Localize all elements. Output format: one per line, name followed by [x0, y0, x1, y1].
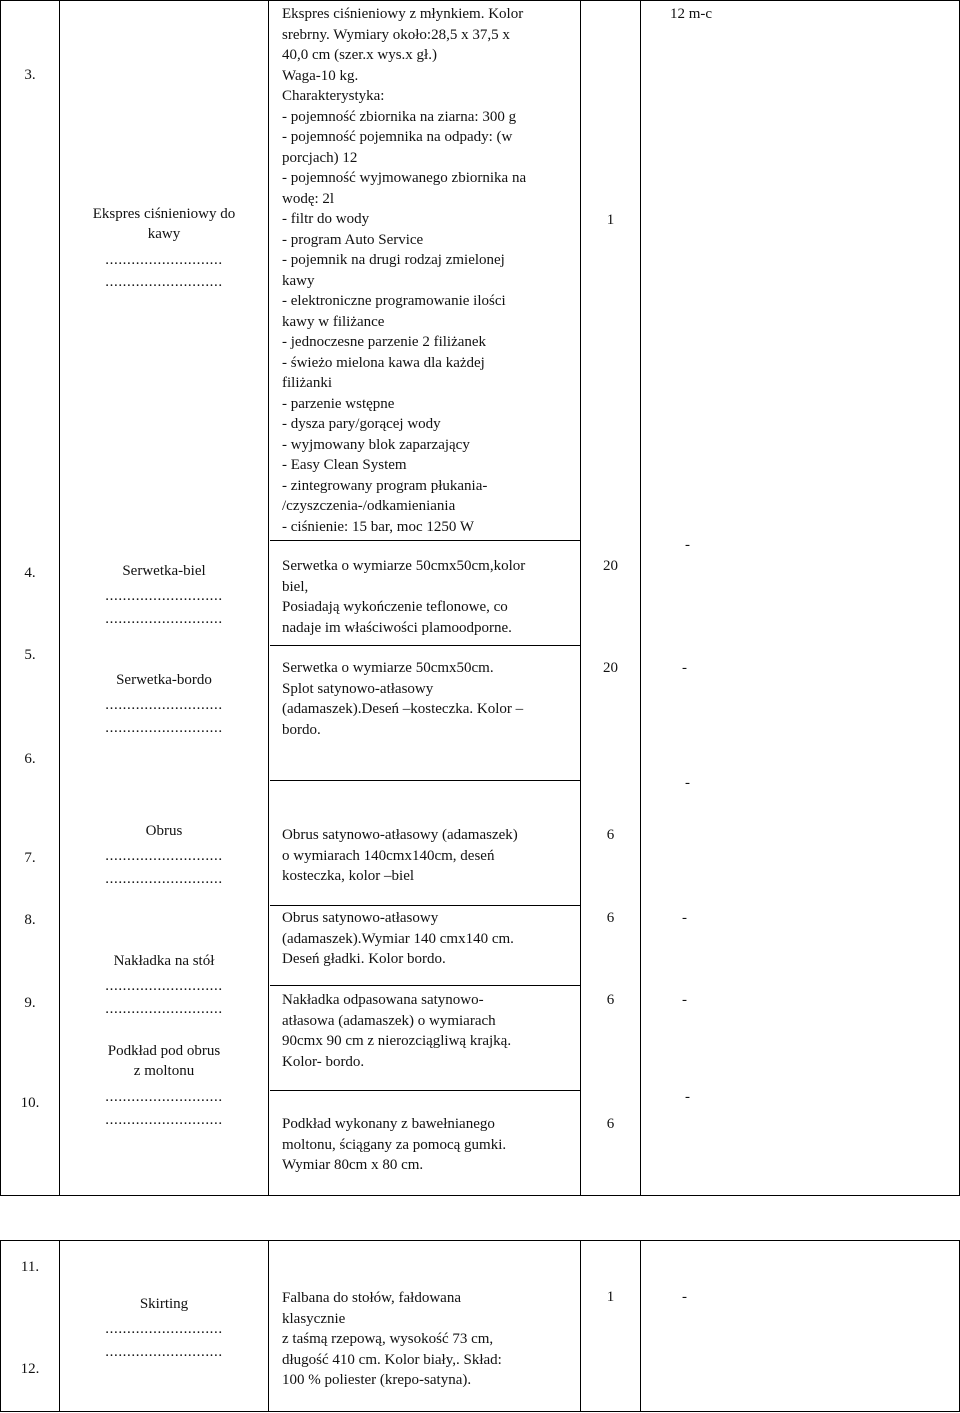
col-border	[268, 0, 269, 1195]
dotted-line: ...........................	[105, 1089, 223, 1105]
desc-line: porcjach) 12	[282, 149, 358, 166]
desc-line: Obrus satynowo-atłasowy (adamaszek)	[282, 827, 518, 843]
item-description	[282, 825, 518, 887]
desc-line: kawy	[282, 272, 315, 289]
desc-line: - elektroniczne programowanie ilości	[282, 293, 506, 309]
row-number: 8.	[24, 912, 36, 928]
desc-line: - dysza pary/gorącej wody	[282, 416, 441, 432]
row-border	[270, 905, 580, 906]
dotted-line: ...........................	[105, 1344, 223, 1360]
desc-line: bordo.	[282, 721, 321, 738]
quantity: 20	[603, 558, 618, 574]
row-number: 6.	[24, 751, 36, 767]
col-border	[580, 0, 581, 1195]
item-description	[282, 556, 525, 638]
table-top-border	[0, 1240, 960, 1241]
desc-line: Splot satynowo-atłasowy	[282, 680, 434, 697]
item-name: z moltonu	[133, 1063, 195, 1079]
quantity: 6	[606, 910, 615, 926]
desc-line: - program Auto Service	[282, 231, 424, 248]
row-number: 10.	[20, 1095, 40, 1111]
row-number: 11.	[20, 1259, 40, 1275]
dash-mark: -	[682, 660, 687, 676]
desc-line: atłasowa (adamaszek) o wymiarach	[282, 1012, 496, 1029]
desc-line: biel,	[282, 578, 309, 595]
desc-line: srebrny. Wymiary około:28,5 x 37,5 x	[282, 26, 510, 43]
col-border	[580, 1240, 581, 1412]
desc-line: - pojemność wyjmowanego zbiornika na	[282, 170, 527, 186]
row-number: 12.	[20, 1361, 40, 1377]
item-name: Ekspres ciśnieniowy do	[92, 206, 236, 222]
item-description	[282, 1288, 502, 1391]
desc-line: Podkład wykonany z bawełnianego	[282, 1116, 495, 1132]
desc-line: 90cmx 90 cm z nierozciągliwą krajką.	[282, 1033, 512, 1049]
desc-line: /czyszczenia-/odkamieniania	[282, 498, 456, 514]
dash-mark: -	[685, 775, 690, 791]
row-number: 5.	[24, 647, 36, 663]
dash-mark: -	[682, 992, 687, 1008]
dotted-line: ...........................	[105, 274, 223, 290]
desc-line: moltonu, ściągany za pomocą gumki.	[282, 1136, 507, 1153]
dotted-line: ...........................	[105, 720, 223, 736]
row-number: 3.	[24, 67, 36, 83]
dash-mark: -	[685, 1089, 690, 1105]
desc-line: - pojemność pojemnika na odpady: (w	[282, 129, 513, 145]
desc-line: Serwetka o wymiarze 50cmx50cm.	[282, 660, 494, 676]
desc-line: Nakładka odpasowana satynowo-	[282, 992, 484, 1008]
desc-line: klasycznie	[282, 1310, 346, 1327]
dotted-line: ...........................	[105, 1112, 223, 1128]
desc-line: - pojemność zbiornika na ziarna: 300 g	[282, 108, 517, 125]
dotted-line: ...........................	[105, 252, 223, 268]
quantity: 6	[606, 827, 615, 843]
row-border	[270, 540, 580, 541]
desc-line: kawy w filiżance	[282, 313, 385, 330]
desc-line: - świeżo mielona kawa dla każdej	[282, 354, 485, 371]
desc-line: Kolor- bordo.	[282, 1053, 365, 1070]
row-number: 7.	[24, 850, 36, 866]
item-name: Podkład pod obrus	[107, 1043, 221, 1059]
table-bottom-border	[0, 1195, 960, 1196]
table-bottom-border	[0, 1411, 960, 1412]
desc-line: - Easy Clean System	[282, 457, 407, 473]
quantity: 1	[606, 1289, 615, 1305]
dash-mark: -	[682, 1289, 687, 1305]
desc-line: wodę: 2l	[282, 190, 335, 207]
quantity: 6	[606, 992, 615, 1008]
col-border	[640, 0, 641, 1195]
desc-line: Ekspres ciśnieniowy z młynkiem. Kolor	[282, 6, 524, 22]
desc-line: - wyjmowany blok zaparzający	[282, 436, 470, 453]
desc-line: Serwetka o wymiarze 50cmx50cm,kolor	[282, 558, 526, 574]
desc-line: długość 410 cm. Kolor biały,. Skład:	[282, 1351, 502, 1368]
item-description	[282, 1114, 506, 1176]
col-border	[640, 1240, 641, 1412]
row-number: 9.	[24, 995, 36, 1011]
desc-line: - zintegrowany program płukania-	[282, 477, 488, 494]
col-border	[268, 1240, 269, 1412]
row-border	[270, 985, 580, 986]
desc-line: z taśmą rzepową, wysokość 73 cm,	[282, 1331, 494, 1347]
desc-line: - pojemnik na drugi rodzaj zmielonej	[282, 252, 505, 268]
item-name: Obrus	[145, 823, 183, 839]
desc-line: Waga-10 kg.	[282, 67, 359, 84]
item-name: Serwetka-bordo	[116, 672, 212, 688]
quantity: 1	[606, 212, 615, 228]
row-number: 4.	[24, 565, 36, 581]
dotted-line: ...........................	[105, 871, 223, 887]
desc-line: (adamaszek).Deseń –kosteczka. Kolor –	[282, 701, 524, 717]
item-name: Nakładka na stół	[113, 953, 215, 969]
dotted-line: ...........................	[105, 697, 223, 713]
row-border	[270, 780, 580, 781]
desc-line: Charakterystyka:	[282, 88, 385, 104]
item-description	[282, 658, 523, 740]
table-top-border	[0, 0, 960, 1]
item-name: Serwetka-biel	[122, 563, 206, 579]
item-description	[282, 908, 514, 970]
item-name: Skirting	[139, 1296, 189, 1312]
dotted-line: ...........................	[105, 1001, 223, 1017]
dash-mark: -	[685, 537, 690, 553]
dotted-line: ...........................	[105, 848, 223, 864]
dotted-line: ...........................	[105, 611, 223, 627]
desc-line: Obrus satynowo-atłasowy	[282, 910, 439, 926]
desc-line: Posiadają wykończenie teflonowe, co	[282, 599, 508, 615]
item-description	[282, 4, 526, 537]
dotted-line: ...........................	[105, 978, 223, 994]
desc-line: 40,0 cm (szer.x wys.x gł.)	[282, 47, 437, 63]
desc-line: kosteczka, kolor –biel	[282, 868, 415, 884]
item-description	[282, 990, 511, 1072]
desc-line: - jednoczesne parzenie 2 filiżanek	[282, 334, 487, 350]
desc-line: 100 % poliester (krepo-satyna).	[282, 1372, 472, 1388]
desc-line: Deseń gładki. Kolor bordo.	[282, 951, 446, 967]
quantity: 6	[606, 1116, 615, 1132]
warranty-period: 12 m-c	[669, 6, 713, 22]
desc-line: Falbana do stołów, fałdowana	[282, 1290, 461, 1306]
desc-line: Wymiar 80cm x 80 cm.	[282, 1157, 424, 1173]
desc-line: (adamaszek).Wymiar 140 cmx140 cm.	[282, 930, 514, 947]
col-border	[0, 0, 1, 1195]
desc-line: filiżanki	[282, 375, 332, 391]
desc-line: - filtr do wody	[282, 211, 370, 227]
row-border	[270, 1090, 580, 1091]
dash-mark: -	[682, 910, 687, 926]
dotted-line: ...........................	[105, 588, 223, 604]
dotted-line: ...........................	[105, 1321, 223, 1337]
item-name: kawy	[147, 226, 181, 242]
row-border	[270, 645, 580, 646]
desc-line: - parzenie wstępne	[282, 395, 395, 412]
desc-line: nadaje im właściwości plamoodporne.	[282, 619, 512, 636]
desc-line: - ciśnienie: 15 bar, moc 1250 W	[282, 518, 474, 535]
desc-line: o wymiarach 140cmx140cm, deseń	[282, 847, 495, 864]
quantity: 20	[603, 660, 618, 676]
